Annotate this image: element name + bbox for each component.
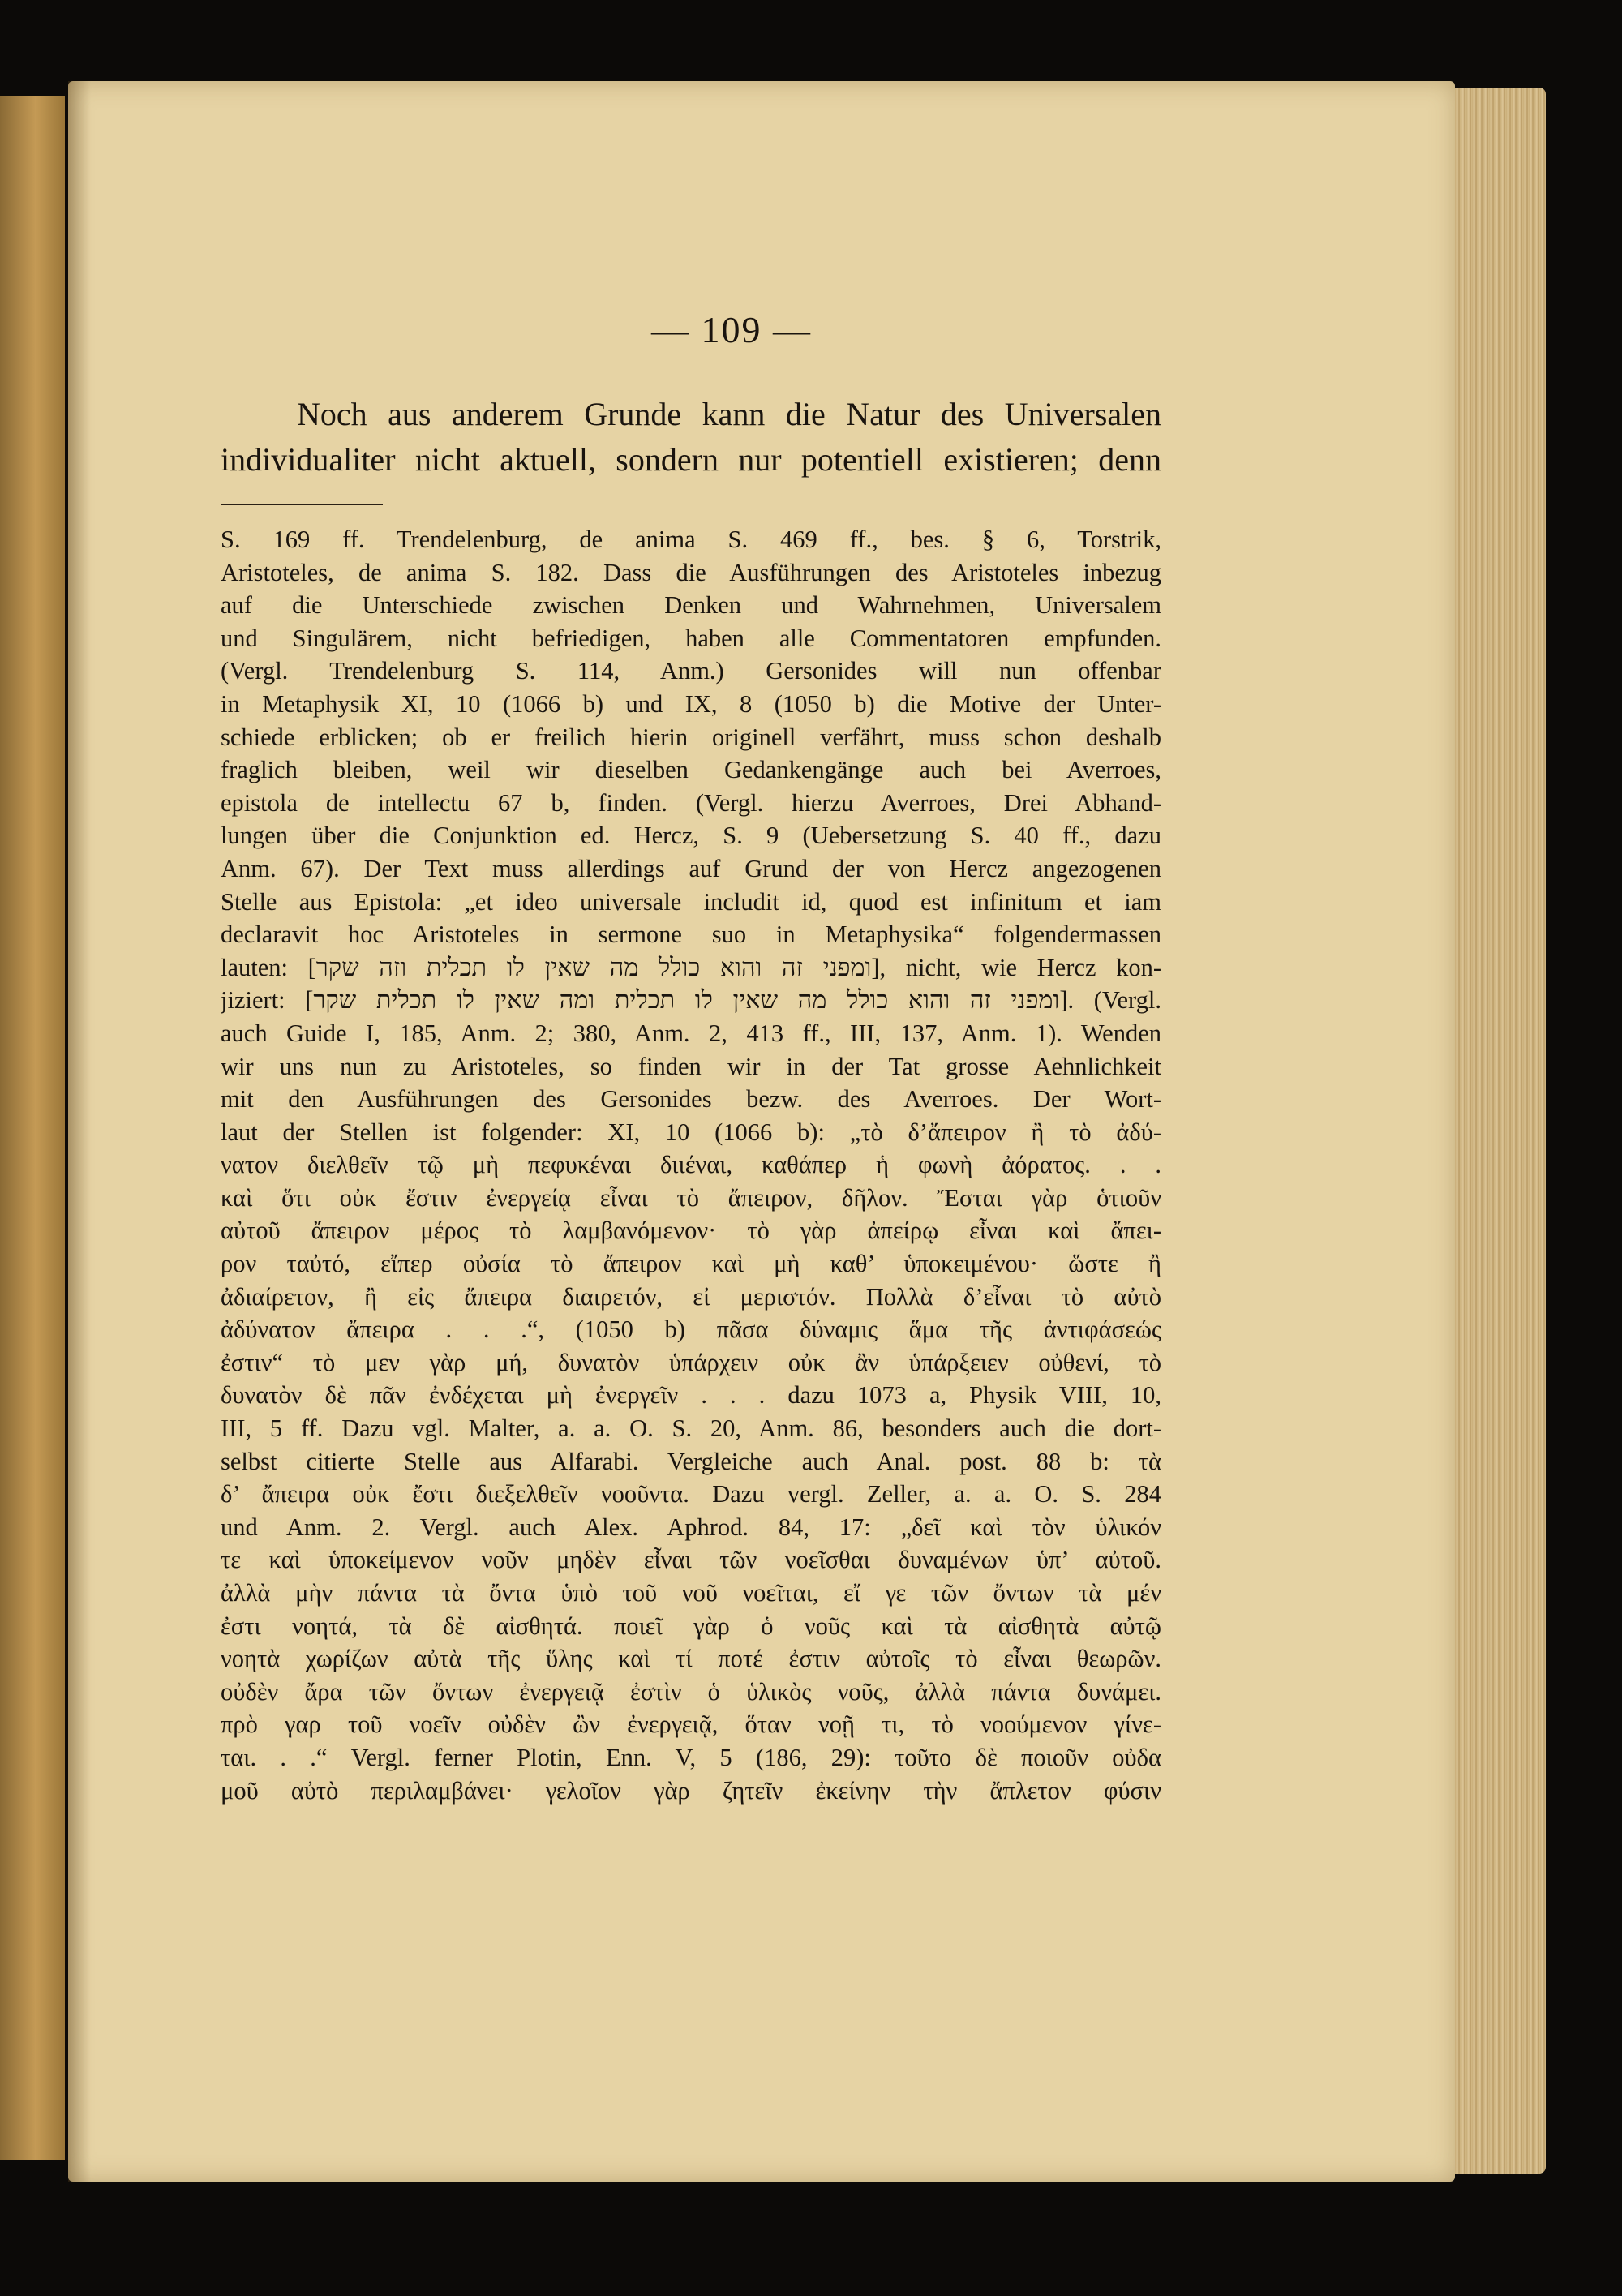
footnote-line: μοῦ αὐτὸ περιλαμβάνει· γελοῖον γὰρ ζητεῖν ἐκείνην τὴν ἄπλετον φύσιν [221, 1776, 1161, 1805]
footnote-line: auch Guide I, 185, Anm. 2; 380, Anm. 2, 413 ff., III, 137, Anm. 1). Wenden [221, 1019, 1161, 1047]
footnote-line: wir uns nun zu Aristoteles, so finden wir in der Tat grosse Aehnlichkeit [221, 1052, 1161, 1080]
footnote-line: S. 169 ff. Trendelenburg, de anima S. 469 ff., bes. § 6, Torstrik, [221, 526, 1161, 553]
footnote-line: οὐδὲν ἄρα τῶν ὄντων ἐνεργειᾷ ἐστὶν ὁ ὑλικὸς νοῦς, ἀλλὰ πάντα δυνάμει. [221, 1677, 1161, 1706]
footnote-line: lauten: [ומפני זה והוא כולל מה שאין לו תכלית וזה שקר], nicht, wie Hercz kon- [221, 953, 1161, 981]
footnote-line: in Metaphysik XI, 10 (1066 b) und IX, 8 (1050 b) die Motive der Unter- [221, 689, 1161, 718]
page-stack-edges [1455, 88, 1546, 2174]
footnote-line: καὶ ὅτι οὐκ ἔστιν ἐνεργείᾳ εἶναι τὸ ἄπειρον, δῆλον. Ἔσται γὰρ ὁτιοῦν [221, 1183, 1161, 1212]
footnote-line: πρὸ γαρ τοῦ νοεῖν οὐδὲν ὢν ἐνεργειᾷ, ὅταν νοῇ τι, τὸ νοούμενον γίνε- [221, 1710, 1161, 1739]
footnote-line: auf die Unterschiede zwischen Denken und Wahrnehmen, Universalem [221, 591, 1161, 620]
footnote-line: δυνατὸν δὲ πᾶν ἐνδέχεται μὴ ἐνεργεῖν . . . dazu 1073 a, Physik VIII, 10, [221, 1381, 1161, 1410]
footnote-line: laut der Stellen ist folgender: XI, 10 (1066 b): „τὸ δ’ἄπειρον ἢ τὸ ἀδύ- [221, 1118, 1161, 1146]
footnote-line: ρον ταὐτό, εἴπερ οὐσία τὸ ἄπειρον καὶ μὴ καθ’ ὑποκειμένου· ὥστε ἢ [221, 1250, 1161, 1278]
footnote-line: mit den Ausführungen des Gersonides bezw. des Averroes. Der Wort- [221, 1085, 1161, 1114]
footnote-line: selbst citierte Stelle aus Alfarabi. Vergleiche auch Anal. post. 88 b: τὰ [221, 1447, 1161, 1475]
footnote-line: ἀλλὰ μὴν πάντα τὰ ὄντα ὑπὸ τοῦ νοῦ νοεῖται, εἴ γε τῶν ὄντων τὰ μέν [221, 1579, 1161, 1607]
main-text-line: individualiter nicht aktuell, sondern nur potentiell existieren; denn [221, 441, 1161, 478]
footnote-line: epistola de intellectu 67 b, finden. (Vergl. hierzu Averroes, Drei Abhand- [221, 788, 1161, 817]
footnote-line: νοητὰ χωρίζων αὐτὰ τῆς ὕλης καὶ τί ποτέ ἐστιν αὐτοῖς τὸ εἶναι θεωρῶν. [221, 1645, 1161, 1673]
footnote-line: fraglich bleiben, weil wir dieselben Gedankengänge auch bei Averroes, [221, 756, 1161, 784]
footnote-line: ἀδύνατον ἄπειρα . . .“, (1050 b) πᾶσα δύναμις ἅμα τῆς ἀντιφάσεώς [221, 1315, 1161, 1344]
footnote-line: lungen über die Conjunktion ed. Hercz, S. 9 (Uebersetzung S. 40 ff., dazu [221, 822, 1161, 850]
page-text-block [221, 308, 1161, 1807]
footnote-line: ἀδιαίρετον, ἢ εἰς ἄπειρα διαιρετόν, εἰ μεριστόν. Πολλὰ δ’εἶναι τὸ αὐτὸ [221, 1282, 1161, 1311]
footnote-line: III, 5 ff. Dazu vgl. Malter, a. a. O. S. 20, Anm. 86, besonders auch die dort- [221, 1414, 1161, 1443]
footnote-line: νατον διελθεῖν τῷ μὴ πεφυκέναι διιέναι, καθάπερ ἡ φωνὴ ἀόρατος. . . [221, 1151, 1161, 1179]
footnote-block [221, 523, 1161, 1807]
main-text [221, 392, 1161, 483]
facing-page-edge [0, 96, 65, 2160]
footnote-line: Aristoteles, de anima S. 182. Dass die Ausführungen des Aristoteles inbezug [221, 558, 1161, 586]
footnote-line: (Vergl. Trendelenburg S. 114, Anm.) Gersonides will nun offenbar [221, 657, 1161, 685]
footnote-line: δ’ ἄπειρα οὐκ ἔστι διεξελθεῖν νοοῦντα. Dazu vergl. Zeller, a. a. O. S. 284 [221, 1480, 1161, 1508]
footnote-line: Stelle aus Epistola: „et ideo universale includit id, quod est infinitum et iam [221, 887, 1161, 916]
footnote-line: ται. . .“ Vergl. ferner Plotin, Enn. V, 5 (186, 29): τοῦτο δὲ ποιοῦν οὐδα [221, 1743, 1161, 1771]
page-gutter-shadow [68, 81, 91, 2182]
footnote-line: Anm. 67). Der Text muss allerdings auf Grund der von Hercz angezogenen [221, 854, 1161, 882]
footnote-line: τε καὶ ὑποκείμενον νοῦν μηδὲν εἶναι τῶν νοεῖσθαι δυναμένων ὑπ’ αὐτοῦ. [221, 1546, 1161, 1574]
footnote-line: jiziert: [ומפני זה והוא כולל מה שאין לו תכלית ומה שאין לו תכלית שקר]. (Vergl. [221, 986, 1161, 1015]
footnote-line: ἐστι νοητά, τὰ δὲ αἰσθητά. ποιεῖ γὰρ ὁ νοῦς καὶ τὰ αἰσθητὰ αὐτῷ [221, 1611, 1161, 1640]
footnote-line: αὐτοῦ ἄπειρον μέρος τὸ λαμβανόμενον· τὸ γὰρ ἀπείρῳ εἶναι καὶ ἄπει- [221, 1217, 1161, 1245]
footnote-line: und Singulärem, nicht befriedigen, haben alle Commentatoren empfunden. [221, 624, 1161, 652]
footnote-line: schiede erblicken; ob er freilich hierin originell verfährt, muss schon deshalb [221, 723, 1161, 751]
footnote-rule [221, 504, 383, 505]
page-number: — 109 — [651, 309, 812, 350]
footnote-line: und Anm. 2. Vergl. auch Alex. Aphrod. 84, 17: „δεῖ καὶ τὸν ὑλικόν [221, 1513, 1161, 1541]
footnote-line: declaravit hoc Aristoteles in sermone suo in Metaphysika“ folgendermassen [221, 921, 1161, 949]
main-text-line: Noch aus anderem Grunde kann die Natur des Universalen [297, 396, 1161, 432]
footnote-line: ἐστιν“ τὸ μεν γὰρ μή, δυνατὸν ὑπάρχειν οὐκ ἂν ὑπάρξειεν οὐθενί, τὸ [221, 1348, 1161, 1376]
